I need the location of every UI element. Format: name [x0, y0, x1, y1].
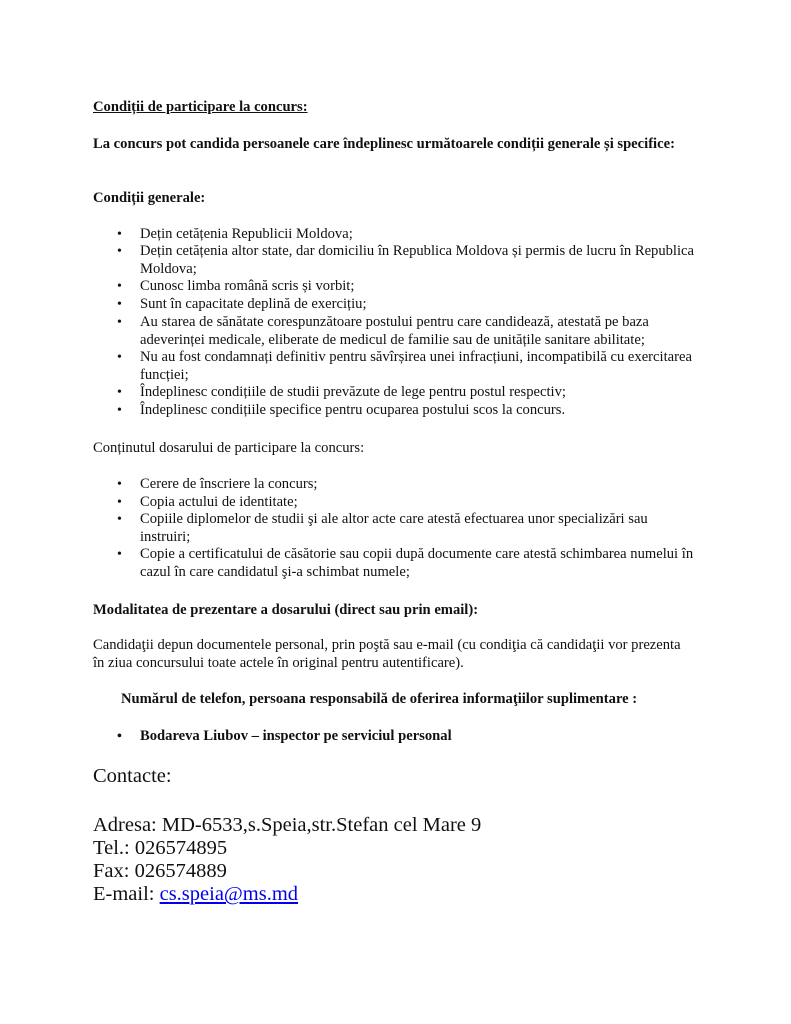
contact-tel: Tel.: 026574895 [93, 837, 228, 859]
submission-text: Candidaţii depun documentele personal, prin poştă sau e-mail (cu condiţia că candidaţii vor prezenta în ziua concursului toate actele în original pentru autentificare). [93, 637, 681, 671]
list-item: • Copiile diplomelor de studii şi ale altor acte care atestă efectuarea unor specializări sau instruiri; [140, 511, 700, 546]
list-item: • Îndeplinesc condițiile de studii prevăzute de lege pentru postul respectiv; [140, 384, 700, 402]
intro-text: La concurs pot candida persoanele care îndeplinesc următoarele condiții generale și specifice: [93, 136, 675, 152]
contact-address: Adresa: MD-6533,s.Speia,str.Stefan cel Mare 9 [93, 814, 482, 836]
list-item: • Nu au fost condamnați definitiv pentru săvîrșirea unei infracțiuni, incompatibilă cu exercitarea funcției; [140, 349, 700, 384]
list-item: • Dețin cetățenia altor state, dar domiciliu în Republica Moldova și permis de lucru în Republica Moldova; [140, 243, 700, 278]
list-item: • Cerere de înscriere la concurs; [140, 476, 700, 494]
list-item: • Cunosc limba română scris și vorbit; [140, 278, 700, 296]
list-item: • Copie a certificatului de căsătorie sau copii după documente care atestă schimbarea numelui în cazul în care candidatul şi-a schimbat numele; [140, 546, 700, 581]
contact-fax: Fax: 026574889 [93, 860, 227, 882]
dossier-title: Conținutul dosarului de participare la concurs: [93, 440, 365, 456]
contact-email-row [93, 883, 298, 907]
list-item: • Sunt în capacitate deplină de exercițiu; [140, 296, 700, 314]
responsible-title: Numărul de telefon, persoana responsabilă de oferirea informaţiilor suplimentare : [121, 691, 638, 707]
email-label: E-mail: [93, 883, 160, 905]
list-item: • Bodareva Liubov – inspector pe serviciul personal [140, 728, 700, 746]
email-link[interactable]: cs.speia@ms.md [159, 883, 299, 905]
general-conditions-title: Condiții generale: [93, 190, 206, 206]
list-item: • Copia actului de identitate; [140, 494, 700, 512]
submission-title: Modalitatea de prezentare a dosarului (direct sau prin email): [93, 602, 479, 618]
contacts-title: Contacte: [93, 765, 172, 787]
list-item: • Îndeplinesc condițiile specifice pentru ocuparea postului scos la concurs. [140, 402, 700, 420]
section-heading: Condiții de participare la concurs: [93, 99, 308, 115]
list-item: • Dețin cetățenia Republicii Moldova; [140, 226, 700, 244]
list-item: • Au starea de sănătate corespunzătoare postului pentru care candidează, atestată pe baza adeverinței medicale, eliberate de medicul de familie sau de unitățile sanitare abilitate; [140, 314, 700, 349]
